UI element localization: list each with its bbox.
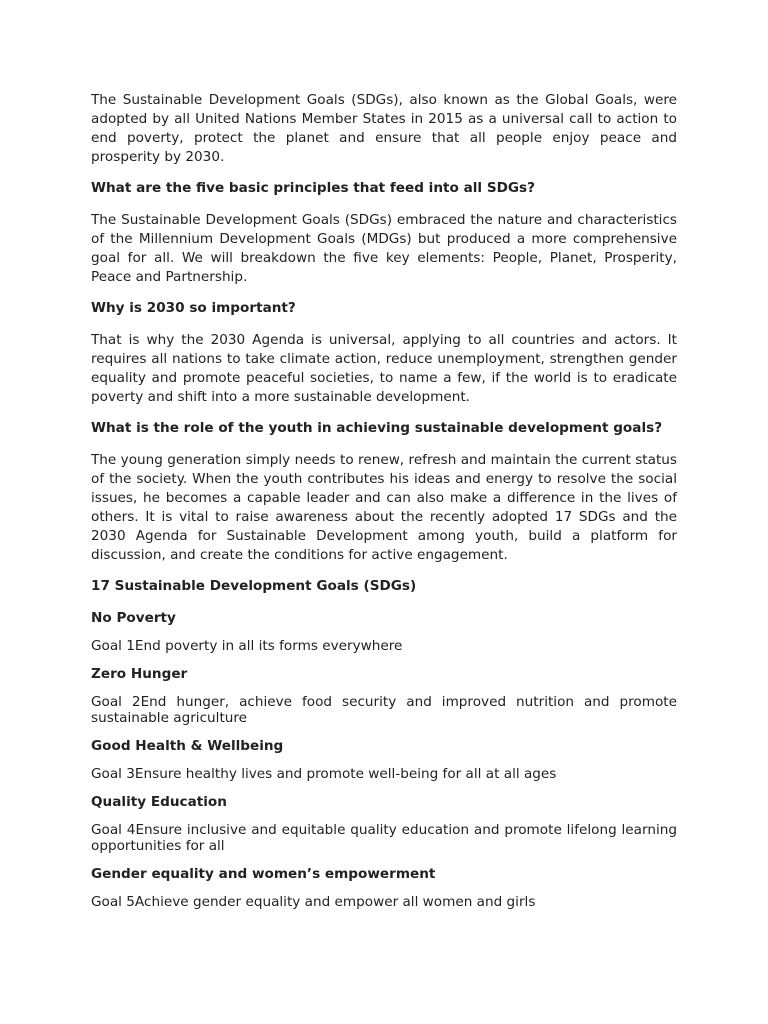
goal-title-4: Quality Education — [91, 794, 227, 810]
section-body-2030: That is why the 2030 Agenda is universal, applying to all countries and actors. It requires all nations to take climate action, reduce unemployment, strengthen gender equality and promote peaceful societies, to name a few, if the world is to eradicate poverty and shift into a more sustainable development. — [91, 332, 677, 405]
goal-text-1: Goal 1End poverty in all its forms everywhere — [91, 638, 403, 654]
goal-text-2: Goal 2End hunger, achieve food security and improved nutrition and promote sustainable agriculture — [91, 694, 677, 726]
section-body-youth: The young generation simply needs to renew, refresh and maintain the current status of the society. When the youth contributes his ideas and energy to resolve the social issues, he becomes a capable leader and can also make a difference in the lives of others. It is vital to raise awareness about the recently adopted 17 SDGs and the 2030 Agenda for Sustainable Development among youth, build a platform for discussion, and create the conditions for active engagement. — [91, 452, 677, 563]
intro-paragraph: The Sustainable Development Goals (SDGs), also known as the Global Goals, were adopted by all United Nations Member States in 2015 as a universal call to action to end poverty, protect the planet and ensure that all people enjoy peace and prosperity by 2030. — [91, 92, 677, 165]
section-heading-youth: What is the role of the youth in achieving sustainable development goals? — [91, 420, 663, 436]
goal-text-5: Goal 5Achieve gender equality and empower all women and girls — [91, 894, 536, 910]
goal-title-5: Gender equality and women’s empowerment — [91, 866, 436, 882]
goal-text-4: Goal 4Ensure inclusive and equitable quality education and promote lifelong learning opportunities for all — [91, 822, 677, 854]
section-heading-principles: What are the five basic principles that feed into all SDGs? — [91, 180, 536, 196]
goal-text-3: Goal 3Ensure healthy lives and promote well-being for all at all ages — [91, 766, 557, 782]
goal-title-2: Zero Hunger — [91, 666, 188, 682]
goals-heading: 17 Sustainable Development Goals (SDGs) — [91, 578, 417, 594]
section-heading-2030: Why is 2030 so important? — [91, 300, 296, 316]
section-body-principles: The Sustainable Development Goals (SDGs) embraced the nature and characteristics of the Millennium Development Goals (MDGs) but produced a more comprehensive goal for all. We will breakdown the five key elements: People, Planet, Prosperity, Peace and Partnership. — [91, 212, 677, 285]
goal-title-1: No Poverty — [91, 610, 176, 626]
goal-title-3: Good Health & Wellbeing — [91, 738, 284, 754]
